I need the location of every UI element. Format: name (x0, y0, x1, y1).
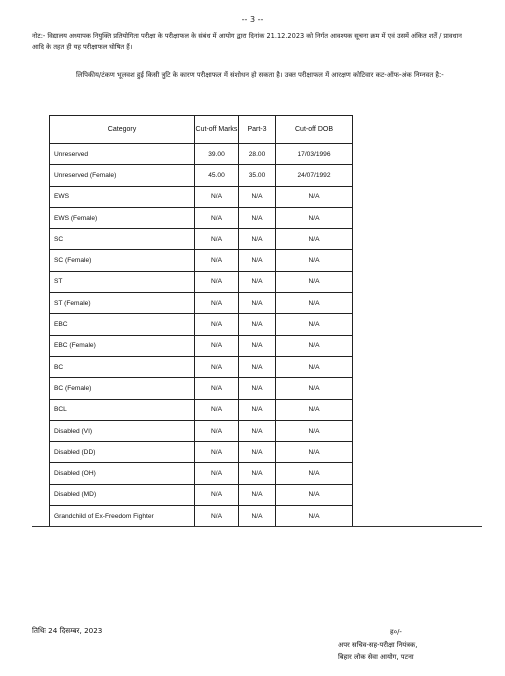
cell-cutoff-marks: N/A (195, 250, 239, 271)
cell-part-3: N/A (239, 186, 276, 207)
table-row (50, 186, 353, 207)
table-row (50, 463, 353, 484)
cell-cutoff-marks: 39.00 (195, 144, 239, 165)
cell-part-3: N/A (239, 207, 276, 228)
table-body (50, 144, 353, 527)
page-number: -- 3 -- (241, 15, 264, 24)
note-text: नोट:- विद्यालय अध्यापक नियुक्ति प्रतियोगिता परीक्षा के परीक्षाफल के संबंध में आयोग द्वारा दिनांक 21.12.2023 को निर्गत आवश्यक सूचना क्रम में एवं उसमें अंकित शर्तें / प्रावधान आदि के तहत ही यह परीक्षाफल घोषित हैं। (32, 32, 462, 51)
cell-category: Disabled (VI) (50, 420, 195, 441)
table-row (50, 399, 353, 420)
signature-block (338, 626, 478, 664)
table-row (50, 484, 353, 505)
cell-part-3: N/A (239, 271, 276, 292)
cell-cutoff-dob: N/A (276, 420, 353, 441)
cell-part-3: N/A (239, 356, 276, 377)
cell-category: EBC (50, 314, 195, 335)
cell-category: EWS (50, 186, 195, 207)
cell-cutoff-dob: N/A (276, 314, 353, 335)
cell-part-3: N/A (239, 250, 276, 271)
table-row (50, 293, 353, 314)
cell-category: BC (Female) (50, 378, 195, 399)
cell-category: Disabled (DD) (50, 442, 195, 463)
cell-category: Disabled (OH) (50, 463, 195, 484)
table-row (50, 506, 353, 527)
table-row (50, 442, 353, 463)
cell-part-3: N/A (239, 293, 276, 314)
cell-category: Disabled (MD) (50, 484, 195, 505)
cell-cutoff-marks: N/A (195, 229, 239, 250)
cell-cutoff-dob: N/A (276, 506, 353, 527)
cell-part-3: 28.00 (239, 144, 276, 165)
table-row (50, 207, 353, 228)
cell-part-3: 35.00 (239, 165, 276, 186)
cell-part-3: N/A (239, 442, 276, 463)
table-row (50, 165, 353, 186)
table-row (50, 378, 353, 399)
table-row (50, 420, 353, 441)
cell-category: Unreserved (Female) (50, 165, 195, 186)
signatory-designation: अपर सचिव-सह-परीक्षा नियंत्रक, (338, 640, 418, 649)
cell-category: SC (50, 229, 195, 250)
divider-line (32, 526, 482, 527)
cell-cutoff-marks: 45.00 (195, 165, 239, 186)
cell-cutoff-marks: N/A (195, 335, 239, 356)
header-part-3: Part-3 (239, 116, 276, 144)
cell-cutoff-marks: N/A (195, 484, 239, 505)
cell-cutoff-marks: N/A (195, 186, 239, 207)
cell-cutoff-dob: N/A (276, 207, 353, 228)
cell-cutoff-marks: N/A (195, 420, 239, 441)
cell-part-3: N/A (239, 335, 276, 356)
cell-category: BC (50, 356, 195, 377)
cell-cutoff-marks: N/A (195, 378, 239, 399)
cell-cutoff-marks: N/A (195, 207, 239, 228)
cell-cutoff-dob: N/A (276, 356, 353, 377)
cell-cutoff-dob: N/A (276, 335, 353, 356)
cell-category: Unreserved (50, 144, 195, 165)
table-row (50, 314, 353, 335)
cell-cutoff-dob: N/A (276, 186, 353, 207)
cell-part-3: N/A (239, 463, 276, 484)
cell-cutoff-marks: N/A (195, 463, 239, 484)
cell-part-3: N/A (239, 378, 276, 399)
cell-cutoff-marks: N/A (195, 314, 239, 335)
header-category: Category (50, 116, 195, 144)
cell-cutoff-marks: N/A (195, 506, 239, 527)
cell-cutoff-dob: N/A (276, 484, 353, 505)
cell-cutoff-dob: 24/07/1992 (276, 165, 353, 186)
cutoff-table (49, 115, 353, 527)
cell-part-3: N/A (239, 399, 276, 420)
cell-category: Grandchild of Ex-Freedom Fighter (50, 506, 195, 527)
table-row (50, 356, 353, 377)
table-row (50, 271, 353, 292)
table-row (50, 144, 353, 165)
cell-cutoff-marks: N/A (195, 293, 239, 314)
cell-cutoff-dob: N/A (276, 442, 353, 463)
table-row (50, 335, 353, 356)
cell-part-3: N/A (239, 420, 276, 441)
table-row (50, 250, 353, 271)
cell-cutoff-marks: N/A (195, 271, 239, 292)
table-row (50, 229, 353, 250)
cell-category: EWS (Female) (50, 207, 195, 228)
signature-mark: ह०/- (390, 628, 402, 636)
cell-cutoff-marks: N/A (195, 399, 239, 420)
cell-cutoff-dob: N/A (276, 229, 353, 250)
cell-cutoff-dob: N/A (276, 399, 353, 420)
header-cutoff-dob: Cut-off DOB (276, 116, 353, 144)
cell-category: SC (Female) (50, 250, 195, 271)
cell-cutoff-marks: N/A (195, 356, 239, 377)
intro-paragraph-text: लिपिकीय/टंकण भूलवश हुई किसी त्रुटि के कारण परीक्षाफल में संशोधन हो सकता है। उक्त परीक्षाफल में आरक्षण कोटिवार कट-ऑफ-अंक निम्नवत है:- (76, 71, 444, 79)
header-cutoff-marks: Cut-off Marks (195, 116, 239, 144)
signatory-organization: बिहार लोक सेवा आयोग, पटना (338, 653, 414, 661)
cell-cutoff-marks: N/A (195, 442, 239, 463)
cell-category: ST (50, 271, 195, 292)
cell-cutoff-dob: N/A (276, 293, 353, 314)
cell-cutoff-dob: N/A (276, 378, 353, 399)
cell-part-3: N/A (239, 484, 276, 505)
cell-part-3: N/A (239, 314, 276, 335)
cell-cutoff-dob: N/A (276, 271, 353, 292)
cell-category: ST (Female) (50, 293, 195, 314)
intro-paragraph (32, 69, 467, 81)
issue-date: तिथिः 24 दिसम्बर, 2023 (32, 626, 103, 635)
cell-cutoff-dob: N/A (276, 463, 353, 484)
cell-cutoff-dob: 17/03/1996 (276, 144, 353, 165)
cell-part-3: N/A (239, 506, 276, 527)
cell-category: BCL (50, 399, 195, 420)
cell-cutoff-dob: N/A (276, 250, 353, 271)
cell-part-3: N/A (239, 229, 276, 250)
table-header-row (50, 116, 353, 144)
cell-category: EBC (Female) (50, 335, 195, 356)
